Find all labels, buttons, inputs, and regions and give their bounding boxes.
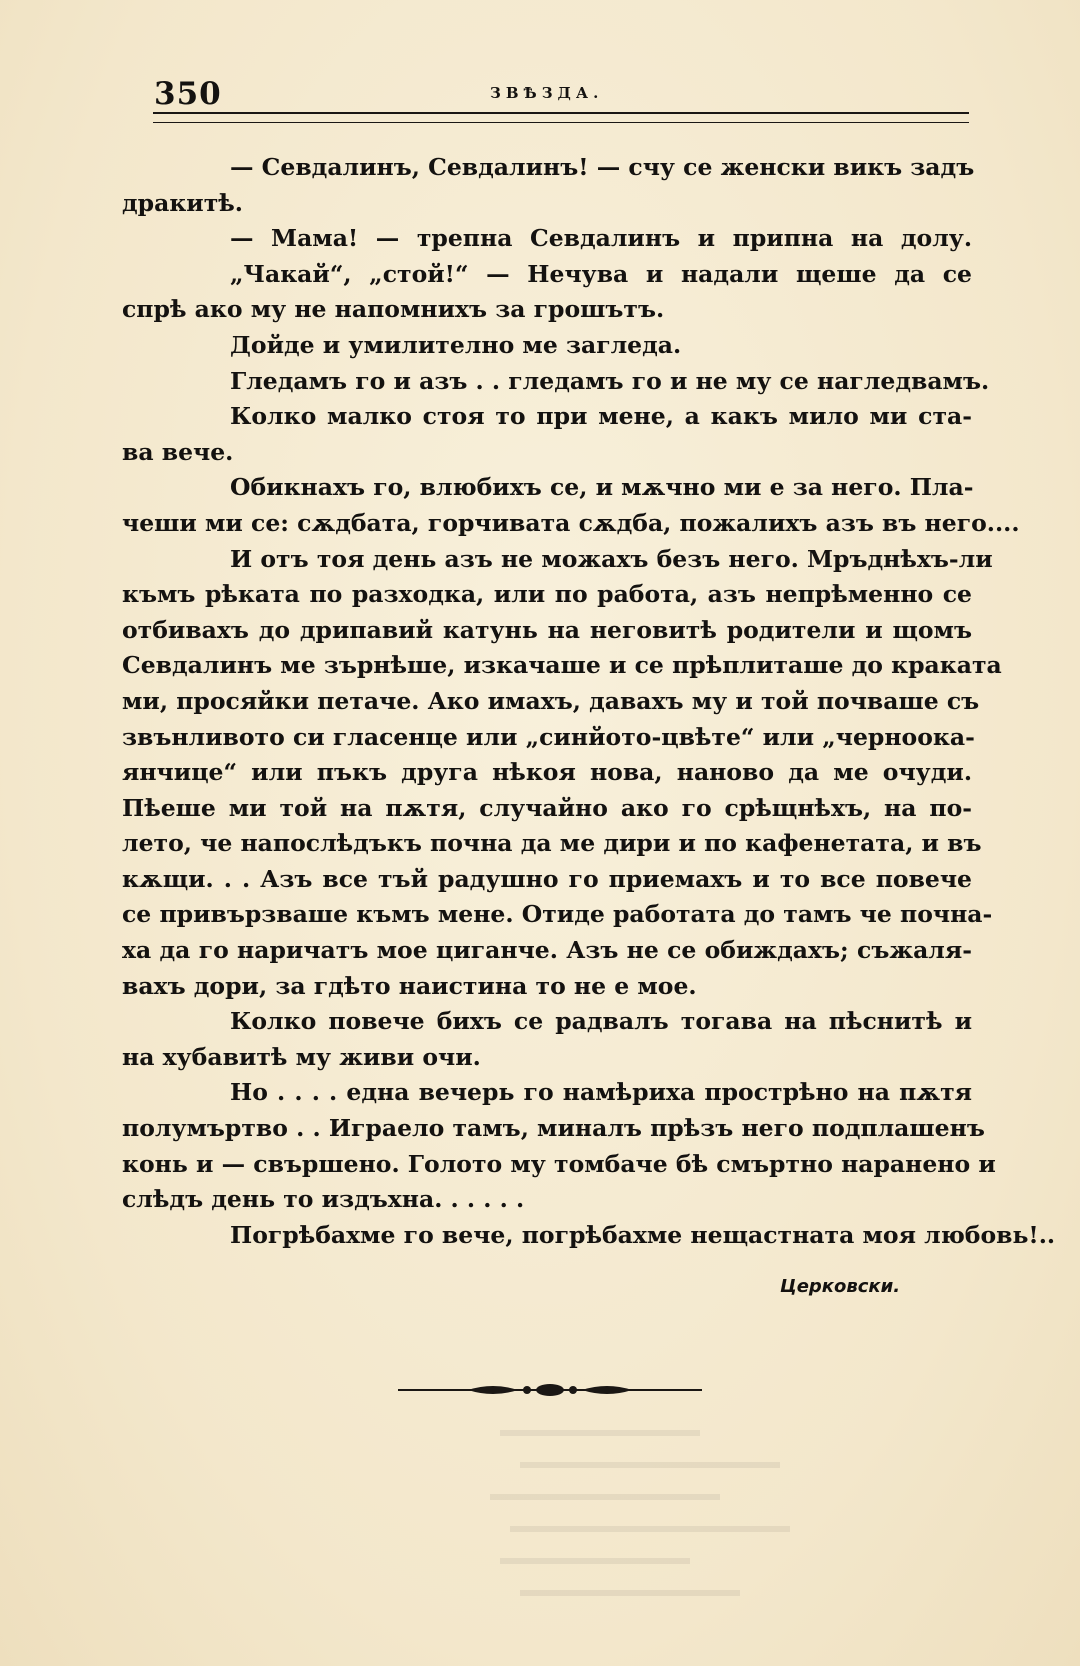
text-line: слѣдъ день то издъхна. . . . . . [122, 1185, 525, 1214]
text-line: кѫщи. . . Азъ все тъй радушно го приемахъ и то все повече [122, 864, 972, 893]
running-title: ЗВѢЗДА. [490, 84, 604, 102]
text-line: конь и — свършено. Голото му томбаче бѣ смъртно наранено и [122, 1149, 996, 1178]
text-line: отбивахъ до дрипавий катунь на неговитѣ родители и щомъ [122, 615, 972, 644]
text-line: Пѣеше ми той на пѫтя, случайно ако го срѣщнѣхъ, на по- [122, 793, 972, 822]
body-text [122, 150, 1056, 1253]
text-line: чеши ми се: сѫдбата, горчивата сѫдба, пожалихъ азъ въ него.... [122, 508, 1020, 537]
text-line: Дойде и умилително ме загледа. [230, 330, 682, 359]
author-signature: Церковски. [780, 1276, 901, 1297]
text-line: къмъ рѣката по разходка, или по работа, азъ непрѣменно се [122, 580, 972, 609]
text-line: Колко малко стоя то при мене, а какъ мило ми ста- [230, 402, 972, 431]
text-line: се привързваше къмъ мене. Отиде работата до тамъ че почна- [122, 900, 993, 929]
text-line: Но . . . . една вечерь го намѣриха прострѣно на пѫтя [230, 1078, 972, 1107]
text-line: Гледамъ го и азъ . . гледамъ го и не му се нагледвамъ. [230, 366, 990, 395]
text-line: ха да го наричатъ мое циганче. Азъ не се обиждахъ; съжаля- [122, 936, 972, 965]
page-number: 350 [154, 76, 222, 112]
text-line: звънливото си гласенце или „синйото-цвѣте“ или „черноока- [122, 722, 975, 751]
text-line: ми, просяйки петаче. Ако имахъ, давахъ му и той почваше съ [122, 686, 980, 715]
page-header [150, 74, 970, 114]
text-line: Обикнахъ го, влюбихъ се, и мѫчно ми е за него. Пла- [230, 473, 974, 502]
text-line: Севдалинъ ме зърнѣше, изкачаше и се прѣплиташе до краката [122, 651, 1002, 680]
text-line: лето, че напослѣдъкъ почна да ме дири и по кафенетата, и въ [122, 829, 982, 858]
text-line: — Мама! — трепна Севдалинъ и припна на долу. [230, 224, 972, 253]
text-line: И отъ тоя день азъ не можахъ безъ него. Мръднѣхъ-ли [230, 544, 993, 573]
text-line: спрѣ ако му не напомнихъ за грошътъ. [122, 295, 665, 324]
text-line: вахъ дори, за гдѣто наистина то не е мое. [122, 971, 697, 1000]
text-line: полумъртво . . Играело тамъ, миналъ прѣзъ него подплашенъ [122, 1114, 985, 1143]
text-line: ва вече. [122, 437, 234, 466]
text-line: „Чакай“, „стой!“ — Нечува и надали щеше да се [230, 259, 972, 288]
ornament-divider [398, 1378, 702, 1402]
text-line: янчице“ или пъкъ друга нѣкоя нова, наново да ме очуди. [122, 758, 972, 787]
header-rule [153, 112, 969, 123]
text-line: на хубавитѣ му живи очи. [122, 1042, 481, 1071]
text-line: Погрѣбахме го вече, погрѣбахме нещастната моя любовь!.. [230, 1220, 1056, 1249]
text-line: дракитѣ. [122, 188, 243, 217]
text-line: — Севдалинъ, Севдалинъ! — счу се женски викъ задъ [230, 153, 975, 181]
bleed-through-texture [480, 1420, 860, 1620]
text-line: Колко повече бихъ се радвалъ тогава на пѣснитѣ и [230, 1007, 972, 1036]
